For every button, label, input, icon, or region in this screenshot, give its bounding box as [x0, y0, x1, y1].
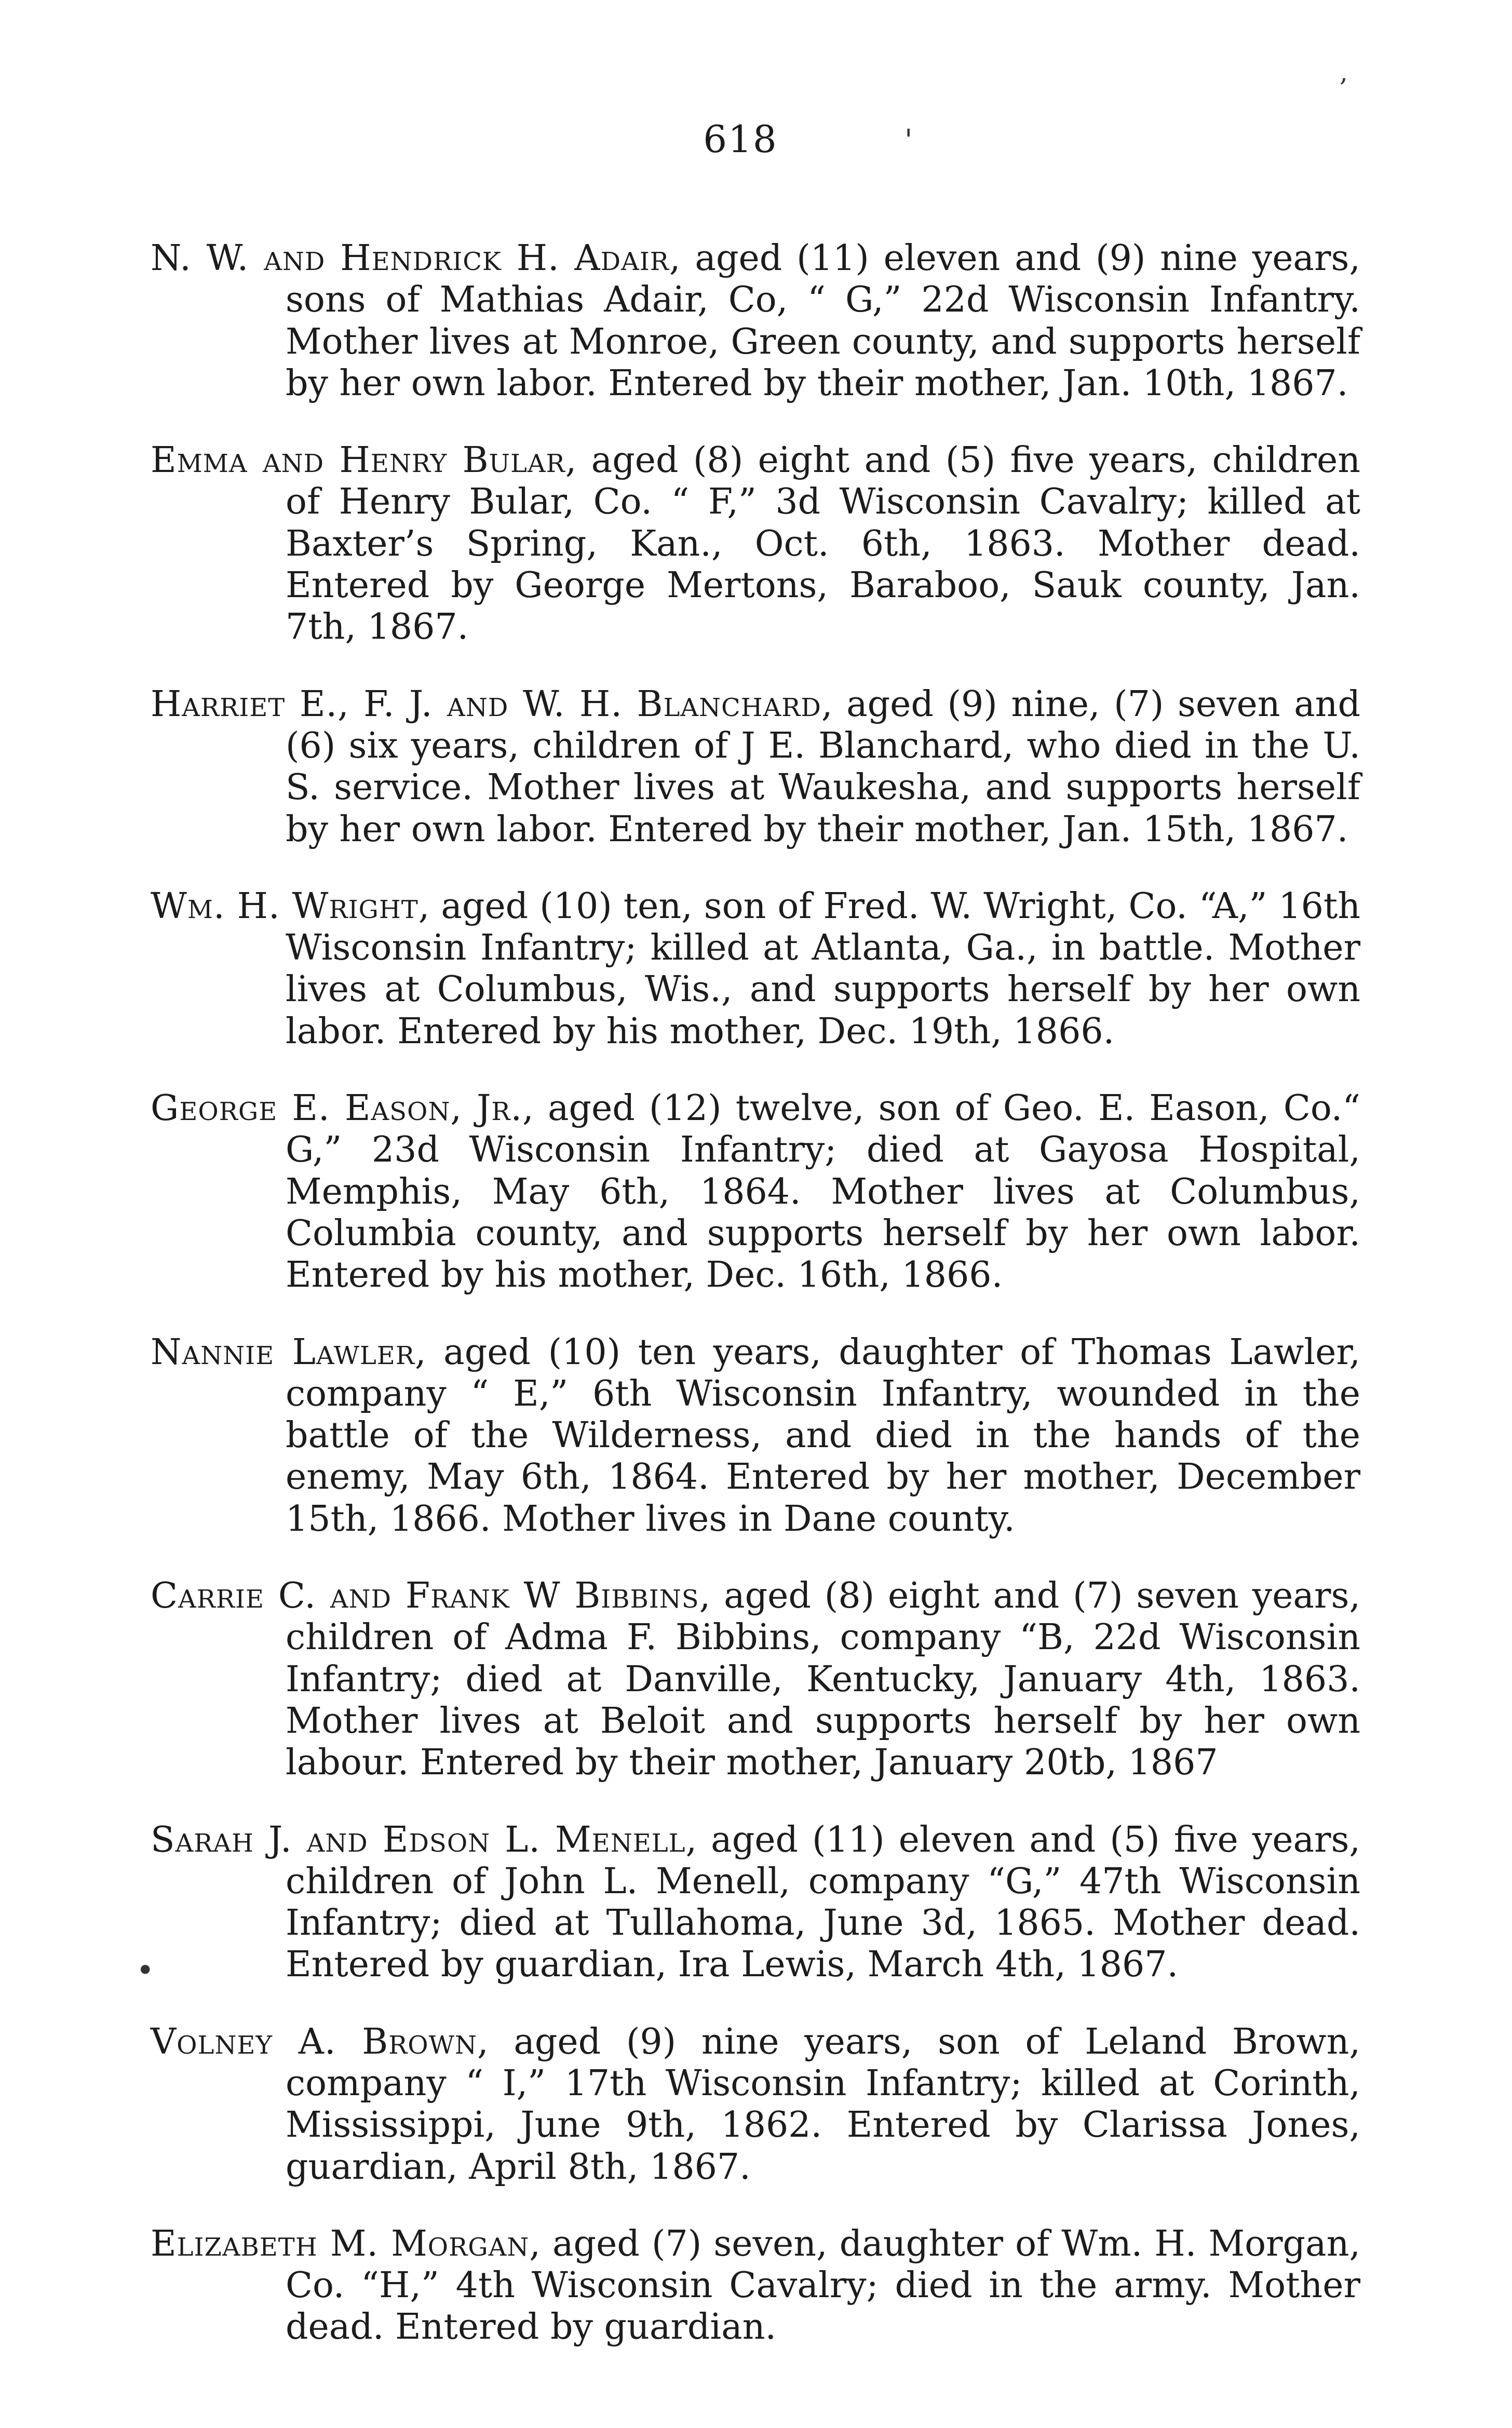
entry-text: , aged (12) twelve, son of Geo. E. Eason, Co.“ G,” 23d Wisconsin Infantry; died at Gayosa Hospital, Memphis, May 6th, 1864. Mother lives at Columbus, Columbia county, and supports herself by her own labor. Entered by his mother, Dec. 16th, 1866. — [286, 1088, 1360, 1296]
entry-bular — [151, 440, 1360, 648]
entry-name: Carrie C. and Frank W Bibbins — [151, 1575, 699, 1617]
entry-text: , aged (11) eleven and (5) five years, children of John L. Menell, company “G,” 47th Wisconsin Infantry; died at Tullahoma, June 3d, 1865. Mother dead. Entered by guardian, Ira Lewis, March 4th, 1867. — [286, 1819, 1360, 1986]
entry-lawler — [151, 1332, 1360, 1540]
entry-text: , aged (10) ten years, daughter of Thomas Lawler, company “ E,” 6th Wisconsin Infantry, wounded in the battle of the Wilderness, and died in the hands of the enemy, May 6th, 1864. Entered by her mother, December 15th, 1866. Mother lives in Dane county. — [286, 1331, 1361, 1540]
entry-name: George E. Eason, Jr. — [151, 1088, 523, 1129]
entry-menell — [151, 1819, 1360, 1986]
page-number-text: 618 — [703, 117, 778, 161]
entry-name: Wm. H. Wright — [151, 885, 419, 927]
entry-morgan — [151, 2223, 1360, 2349]
entry-name: Nannie Lawler — [151, 1331, 415, 1373]
margin-mark-quote: ' — [905, 124, 913, 157]
entry-text: , aged (9) nine years, son of Leland Brown, company “ I,” 17th Wisconsin Infantry; killed at Corinth, Mississippi, June 9th, 1862. Entered by Clarissa Jones, guardian, April 8th, 1867. — [286, 2021, 1361, 2188]
page-number — [0, 117, 1512, 161]
entry-list — [151, 203, 1360, 2349]
entry-wright — [151, 886, 1360, 1053]
entry-name: Elizabeth M. Morgan — [151, 2223, 530, 2264]
entry-text: , aged (11) eleven and (9) nine years, sons of Mathias Adair, Co, “ G,” 22d Wisconsin Infantry. Mother lives at Monroe, Green county, and supports herself by her own labor. Entered by their mother, Jan. 10th, 1867. — [286, 238, 1360, 404]
entry-eason — [151, 1088, 1360, 1296]
entry-name: N. W. and Hendrick H. Adair — [151, 238, 669, 279]
entry-name: Sarah J. and Edson L. Menell — [151, 1819, 686, 1860]
entry-brown — [151, 2021, 1360, 2188]
entry-bibbins — [151, 1575, 1360, 1784]
entry-text: , aged (7) seven, daughter of Wm. H. Morgan, Co. “H,” 4th Wisconsin Cavalry; died in the army. Mother dead. Entered by guardian. — [286, 2223, 1360, 2348]
entry-name: Harriet E., F. J. and W. H. Blanchard — [151, 683, 821, 725]
entry-name: Emma and Henry Bular — [151, 440, 565, 481]
margin-mark-comma: , — [1340, 57, 1348, 87]
entry-text: , aged (10) ten, son of Fred. W. Wright, Co. “A,” 16th Wisconsin Infantry; killed at Atlanta, Ga., in battle. Mother lives at Columbus, Wis., and supports herself by her own labor. Entered by his mother, Dec. 19th, 1866. — [286, 885, 1360, 1052]
entry-text: , aged (9) nine, (7) seven and (6) six years, children of J E. Blanchard, who died in the U. S. service. Mother lives at Waukesha, and supports herself by her own labor. Entered by their mother, Jan. 15th, 1867. — [286, 683, 1360, 850]
entry-text: , aged (8) eight and (5) five years, children of Henry Bular, Co. “ F,” 3d Wisconsin Cavalry; killed at Baxter’s Spring, Kan., Oct. 6th, 1863. Mother dead. Entered by George Mertons, Baraboo, Sauk county, Jan. 7th, 1867. — [286, 440, 1360, 648]
entry-text: , aged (8) eight and (7) seven years, children of Adma F. Bibbins, company “B, 22d Wisconsin Infantry; died at Danville, Kentucky, January 4th, 1863. Mother lives at Beloit and supports herself by her own labour. Entered by their mother, January 20tb, 1867 — [286, 1575, 1360, 1784]
entry-blanchard — [151, 684, 1360, 851]
margin-mark-dot: • — [136, 1952, 155, 1989]
entry-adair — [151, 238, 1360, 404]
entry-name: Volney A. Brown — [151, 2021, 477, 2062]
